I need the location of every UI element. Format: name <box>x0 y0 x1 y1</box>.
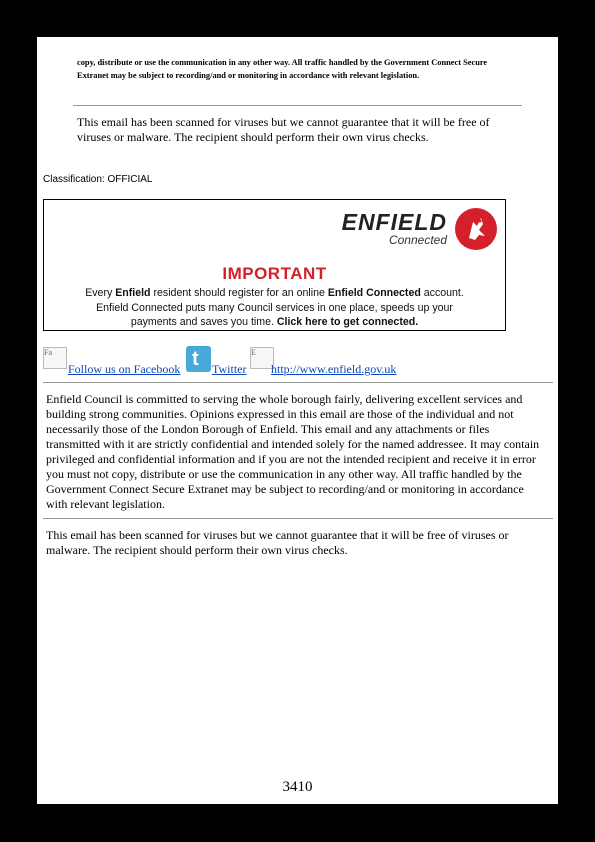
logo-subtitle: Connected <box>388 233 447 247</box>
website-link[interactable]: http://www.enfield.gov.uk <box>271 362 397 376</box>
enfield-connected-banner[interactable] <box>43 199 506 331</box>
dragon-crest-icon <box>455 208 497 250</box>
virus-scan-notice-bottom: This email has been scanned for viruses but we cannot guarantee that it will be free of viruses or malware. The recipient should perform their own virus checks. <box>46 528 509 557</box>
classification-label: Classification: OFFICIAL <box>43 174 153 185</box>
virus-scan-notice-top: This email has been scanned for viruses but we cannot guarantee that it will be free of viruses or malware. The recipient should perform their own virus checks. <box>77 115 490 144</box>
text-segment: Every <box>85 287 116 299</box>
page-number: 3410 <box>282 779 313 795</box>
logo-wordmark: ENFIELD <box>341 209 447 235</box>
facebook-icon[interactable]: Fa <box>43 347 67 369</box>
text-segment: resident should register for an online <box>150 287 328 299</box>
document-page <box>37 37 558 804</box>
text-segment: account. <box>420 287 464 299</box>
enfield-logo <box>342 210 447 247</box>
text-segment: Enfield <box>115 287 151 299</box>
facebook-link[interactable]: Follow us on Facebook <box>68 362 181 376</box>
social-links <box>43 347 523 379</box>
divider <box>73 105 522 106</box>
twitter-icon[interactable]: t <box>186 346 211 372</box>
divider <box>43 518 553 519</box>
get-connected-link[interactable]: Click here to get connected. <box>276 316 419 328</box>
website-icon[interactable]: E <box>250 347 274 369</box>
text-segment: payments and saves you time. <box>130 316 277 328</box>
banner-message <box>50 286 499 330</box>
legal-disclaimer-top: copy, distribute or use the communication in any other way. All traffic handled by the Government Connect Secure Extranet may be subject to recording/and or monitoring in accordance with relevant legislation. <box>77 58 488 80</box>
important-heading: IMPORTANT <box>222 264 327 283</box>
divider <box>43 382 553 383</box>
twitter-link[interactable]: Twitter <box>212 362 247 376</box>
banner-line-2: Enfield Connected puts many Council services in one place, speeds up your <box>96 301 453 314</box>
banner-line-3 <box>50 315 499 330</box>
banner-line-1 <box>50 286 499 301</box>
text-segment: Enfield Connected <box>327 287 421 299</box>
council-disclaimer: Enfield Council is committed to serving the whole borough fairly, delivering excellent services and building strong communities. Opinions expressed in this email are those of the individual and not necessarily those of the London Borough of Enfield. This email and any attachments or files transmitted with it are strictly confidential and intended solely for the named addressee. It may contain privileged and confidential information and if you are not the intended recipient and receive it in error you must not copy, distribute or use the communication in any other way. All traffic handled by the Government Connect Secure Extranet may be subject to recording/and or monitoring in accordance with relevant legislation. <box>46 392 540 511</box>
